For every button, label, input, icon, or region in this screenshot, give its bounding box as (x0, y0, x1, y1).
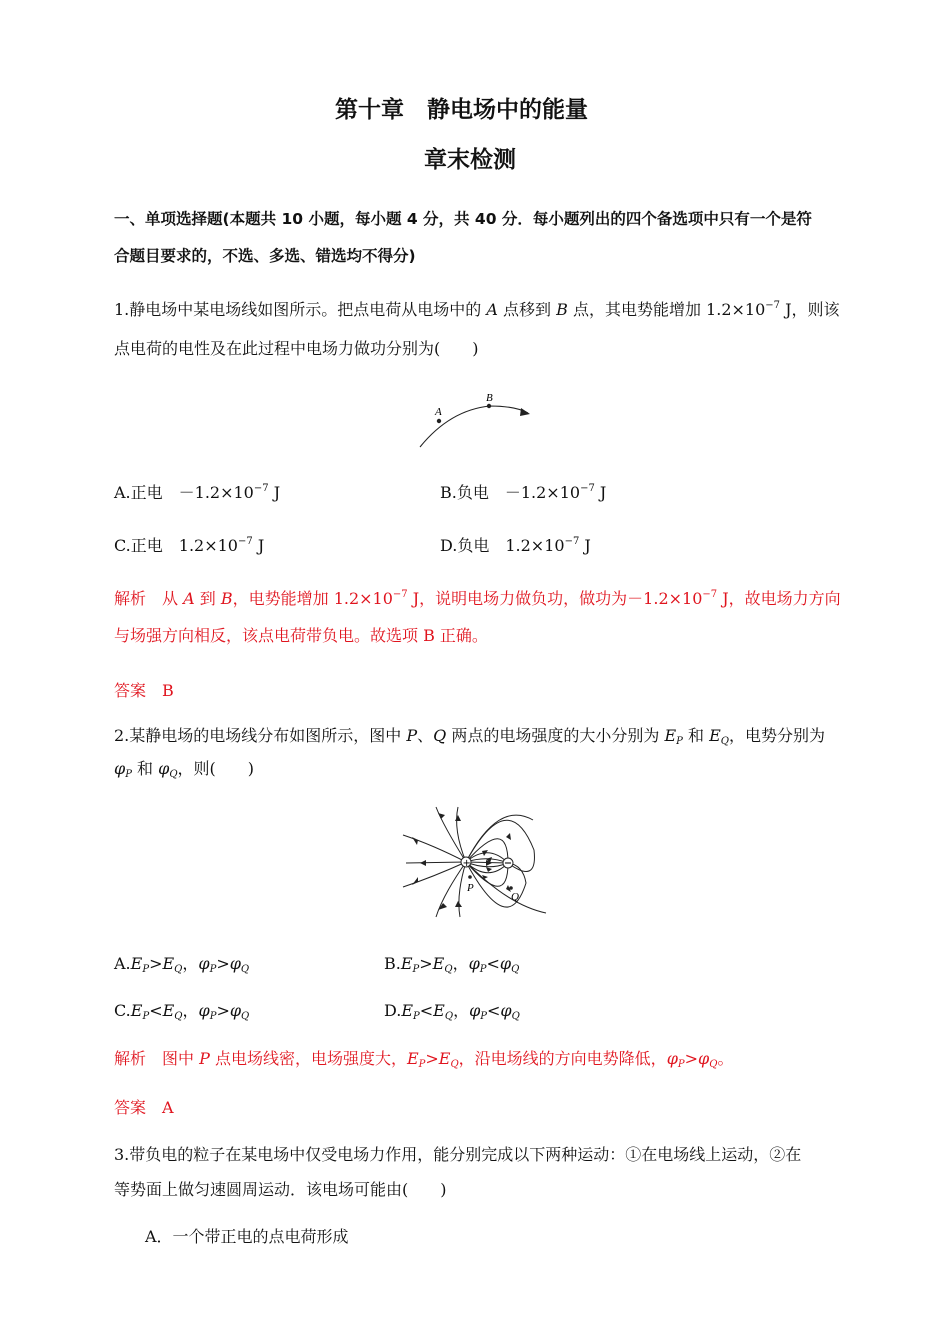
chapter-title: 第十章 静电场中的能量 (335, 97, 588, 123)
q1-field-line-figure (410, 390, 540, 450)
section-heading-line2: 合题目要求的，不选、多选、错选均不得分) (114, 247, 416, 265)
chapter-subtitle: 章末检测 (424, 147, 516, 173)
q1-stem-line1: 1.静电场中某电场线如图所示。把点电荷从电场中的 A 点移到 B 点，其电势能增加 $1.2\times 10^{-7}$ J，则该 (114, 300, 840, 319)
point-q-dot (509, 886, 513, 890)
section-heading-line1: 一、单项选择题(本题共 10 小题，每小题 4 分，共 40 分．每小题列出的四个备选项中只有一个是符 (114, 210, 812, 228)
q1-answer: 答案 B (114, 681, 174, 700)
q2-stem-line2: $\varphi_P$ 和 $\varphi_Q$，则( ) (114, 759, 255, 780)
point-p-label: P (467, 882, 474, 894)
positive-sign: + (462, 858, 471, 869)
point-b-label: B (486, 392, 493, 404)
arrowhead (438, 903, 447, 910)
arrowhead (486, 867, 492, 872)
q2-option-c[interactable]: $C.E_P<E_Q$，$\varphi_P>\varphi_Q$ (114, 1001, 250, 1022)
outer-field-line (403, 835, 466, 862)
outer-field-line (403, 862, 466, 887)
outer-field-line (406, 862, 466, 863)
q2-explanation: 解析 图中 P 点电场线密，电场强度大，$E_P>E_Q$，沿电场线的方向电势降低，$\varphi_P>\varphi_Q$。 (114, 1049, 734, 1070)
point-a-dot (437, 419, 441, 423)
outer-field-line (466, 862, 546, 913)
inner-field-line (466, 820, 534, 871)
q2-option-a[interactable]: $A.E_P>E_Q$，$\varphi_P>\varphi_Q$ (114, 954, 250, 975)
q3-stem-line1: 3.带负电的粒子在某电场中仅受电场力作用，能分别完成以下两种运动：①在电场线上运动，②在 (114, 1145, 802, 1164)
arrowhead (455, 815, 461, 821)
q2-stem-line1: 2.某静电场的电场线分布如图所示，图中 P、Q 两点的电场强度的大小分别为 $E_P$ 和 $E_Q$，电势分别为 (114, 726, 825, 747)
q1-option-d[interactable]: D.负电 $1.2\times 10^{-7}$ J (440, 536, 591, 555)
q1-option-b[interactable]: B.负电 $-1.2\times 10^{-7}$ J (440, 483, 607, 502)
q2-option-b[interactable]: $B.E_P>E_Q$，$\varphi_P<\varphi_Q$ (384, 954, 520, 975)
point-q-label: Q (511, 891, 519, 903)
q1-explanation-line2: 与场强方向相反，该点电荷带负电。故选项 B 正确。 (114, 626, 488, 645)
point-a-label: A (435, 406, 442, 418)
arrowhead (455, 901, 462, 907)
arrowhead (412, 837, 418, 845)
arrowhead (506, 833, 511, 840)
field-line-arrowhead (520, 408, 530, 416)
arrowhead (420, 860, 426, 866)
point-b-dot (487, 404, 491, 408)
q2-answer: 答案 A (114, 1098, 174, 1117)
q2-field-line-figure (398, 805, 550, 920)
q1-explanation-line1: 解析 从 A 到 B，电势能增加 $1.2\times 10^{-7}$ J，说明电场力做负功，做功为$-1.2\times 10^{-7}$ J，故电场力方向 (114, 589, 841, 608)
q1-stem-line2: 点电荷的电性及在此过程中电场力做功分别为( ) (114, 339, 479, 358)
q1-option-a[interactable]: A.正电 $-1.2\times 10^{-7}$ J (114, 483, 281, 502)
q1-option-c[interactable]: C.正电 $1.2\times 10^{-7}$ J (114, 536, 265, 555)
q3-option-a[interactable]: A．一个带正电的点电荷形成 (145, 1227, 349, 1246)
arrowhead (438, 813, 445, 819)
point-p-dot (468, 875, 472, 879)
q3-stem-line2: 等势面上做匀速圆周运动．该电场可能由( ) (114, 1180, 447, 1199)
q2-option-d[interactable]: $D.E_P<E_Q$，$\varphi_P<\varphi_Q$ (384, 1001, 520, 1022)
